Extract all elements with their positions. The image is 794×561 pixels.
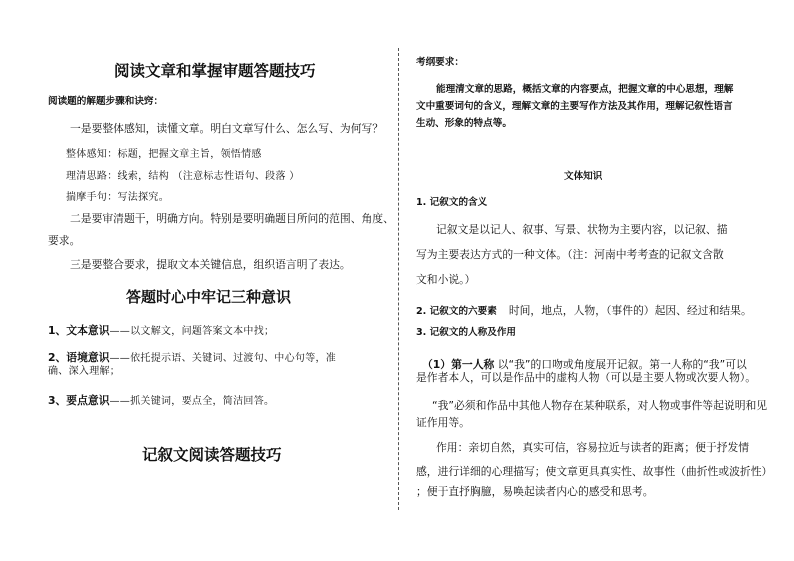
step-1-overall: 整体感知：标题，把握文章主旨，领悟情感 [66, 149, 262, 160]
first-person-label: （1）第一人称 [422, 358, 495, 371]
first-person-text: 以“我”的口吻或角度展开记叙。第一人称的“我”可以 [494, 358, 747, 371]
awareness-1-label: 1、文本意识 [48, 324, 110, 337]
step-1-technique: 揣摩手句：写法探究。 [66, 192, 169, 203]
me-relation-line2: 证作用等。 [416, 416, 470, 429]
title-reading-skills: 阅读文章和掌握审题答题技巧 [114, 61, 316, 80]
effect-line2: 感，进行详细的心理描写；使文章更具真实性、故事性（曲折性或波折性） [416, 465, 773, 478]
awareness-1 [48, 321, 274, 337]
awareness-3-label: 3、要点意识 [48, 394, 110, 407]
effect-line1: 作用：亲切自然，真实可信，容易拉近与读者的距离；便于抒发情 [436, 441, 750, 454]
definition-line1: 记叙文是以记人、叙事、写景、状物为主要内容，以记叙、描 [436, 223, 728, 236]
heading-definition: 1. 记叙文的含义 [416, 197, 488, 208]
me-relation-line1: “我”必须和作品中其他人物存在某种联系，对人物或事件等起说明和见 [432, 399, 768, 412]
steps-heading: 阅读题的解题步骤和诀窍： [48, 96, 164, 107]
heading-person: 3. 记叙文的人称及作用 [416, 327, 517, 338]
awareness-2-text: ——依托提示语、关键词、过渡句、中心句等，准 [109, 353, 337, 364]
first-person-line2: 是作者本人，可以是作品中的虚构人物（可以是主要人物或次要人物）。 [416, 371, 757, 384]
awareness-2 [48, 348, 336, 364]
heading-six-elements: 2. 记叙文的六要素 [416, 306, 497, 317]
six-elements [416, 301, 752, 317]
definition-line3: 文和小说。） [416, 273, 476, 286]
first-person-line1 [422, 355, 747, 371]
requirements-line3: 生动、形象的特点等。 [416, 118, 512, 129]
requirements-label: 考纲要求： [416, 57, 464, 68]
awareness-3-text: ——抓关键词，要点全，简洁回答。 [109, 396, 275, 407]
step-1-structure: 理清思路：线索，结构 （注意标志性语句、段落 ） [66, 171, 300, 182]
awareness-1-text: ——以文解文，问题答案文本中找； [109, 326, 275, 337]
step-3: 三是要整合要求，提取文本关键信息，组织语言明了表达。 [70, 258, 351, 271]
step-2-line2: 要求。 [48, 234, 81, 247]
six-elements-text: 时间，地点，人物，（事件的）起因、经过和结果。 [508, 304, 752, 317]
awareness-3 [48, 391, 274, 407]
column-divider [398, 48, 399, 510]
step-2-line1: 二是要审清题干，明确方向。特别是要明确题目所问的范围、角度、 [70, 212, 394, 225]
step-1: 一是要整体感知，读懂文章。明白文章写什么、怎么写、为何写？ [70, 122, 384, 135]
title-narrative-skills: 记叙文阅读答题技巧 [142, 445, 282, 464]
section-title-genre-knowledge: 文体知识 [564, 171, 603, 182]
title-three-awareness: 答题时心中牢记三种意识 [126, 288, 292, 306]
requirements-line2: 文中重要词句的含义，理解文章的主要写作方法及其作用，理解记叙性语言 [416, 101, 733, 112]
awareness-2-continued: 确、深入理解； [48, 366, 121, 377]
definition-line2: 写为主要表达方式的一种文体。（注：河南中考考查的记叙文含散 [416, 248, 724, 261]
effect-line3: ；便于直抒胸臆，易唤起读者内心的感受和思考。 [416, 485, 654, 498]
requirements-line1: 能理清文章的思路，概括文章的内容要点，把握文章的中心思想，理解 [436, 84, 734, 95]
awareness-2-label: 2、语境意识 [48, 351, 110, 364]
